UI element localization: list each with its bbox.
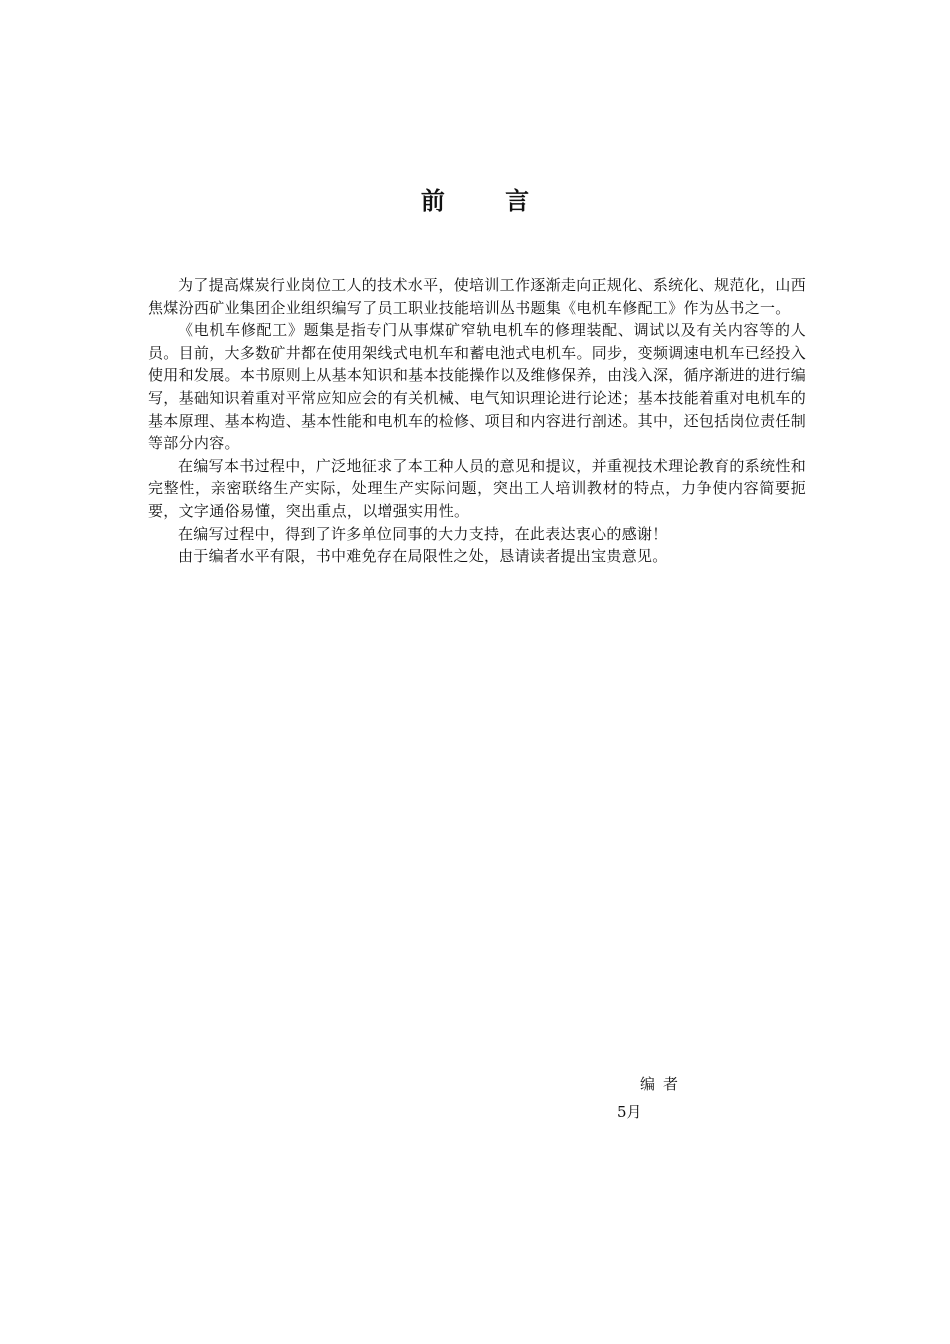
paragraph-3: 在编写本书过程中，广泛地征求了本工种人员的意见和提议，并重视技术理论教育的系统性和完整性，亲密联络生产实际，处理生产实际问题，突出工人培训教材的特点，力争使内容简要扼要，文字通俗易懂，突出重点，以增强实用性。 <box>148 456 806 520</box>
signature-date: 5月 <box>617 1103 642 1121</box>
paragraph-5: 由于编者水平有限，书中难免存在局限性之处，恳请读者提出宝贵意见。 <box>178 547 668 566</box>
paragraph-2: 《电机车修配工》题集是指专门从事煤矿窄轨电机车的修理装配、调试以及有关内容等的人员。目前，大多数矿井都在使用架线式电机车和蓄电池式电机车。同步，变频调速电机车已经投入使用和发展。本书原则上从基本知识和基本技能操作以及维修保养，由浅入深，循序渐进的进行编写，基础知识着重对平常应知应会的有关机械、电气知识理论进行论述；基本技能着重对电机车的基本原理、基本构造、基本性能和电机车的检修、项目和内容进行剖述。其中，还包括岗位责任制等部分内容。 <box>148 321 806 453</box>
paragraph-4: 在编写过程中，得到了许多单位同事的大力支持，在此表达衷心的感谢！ <box>178 524 668 543</box>
page-title: 前 言 <box>420 187 556 215</box>
signature-author: 编者 <box>640 1075 687 1093</box>
preface-body <box>148 274 806 568</box>
paragraph-1: 为了提高煤炭行业岗位工人的技术水平，使培训工作逐渐走向正规化、系统化、规范化，山西焦煤汾西矿业集团企业组织编写了员工职业技能培训丛书题集《电机车修配工》作为丛书之一。 <box>148 276 806 317</box>
